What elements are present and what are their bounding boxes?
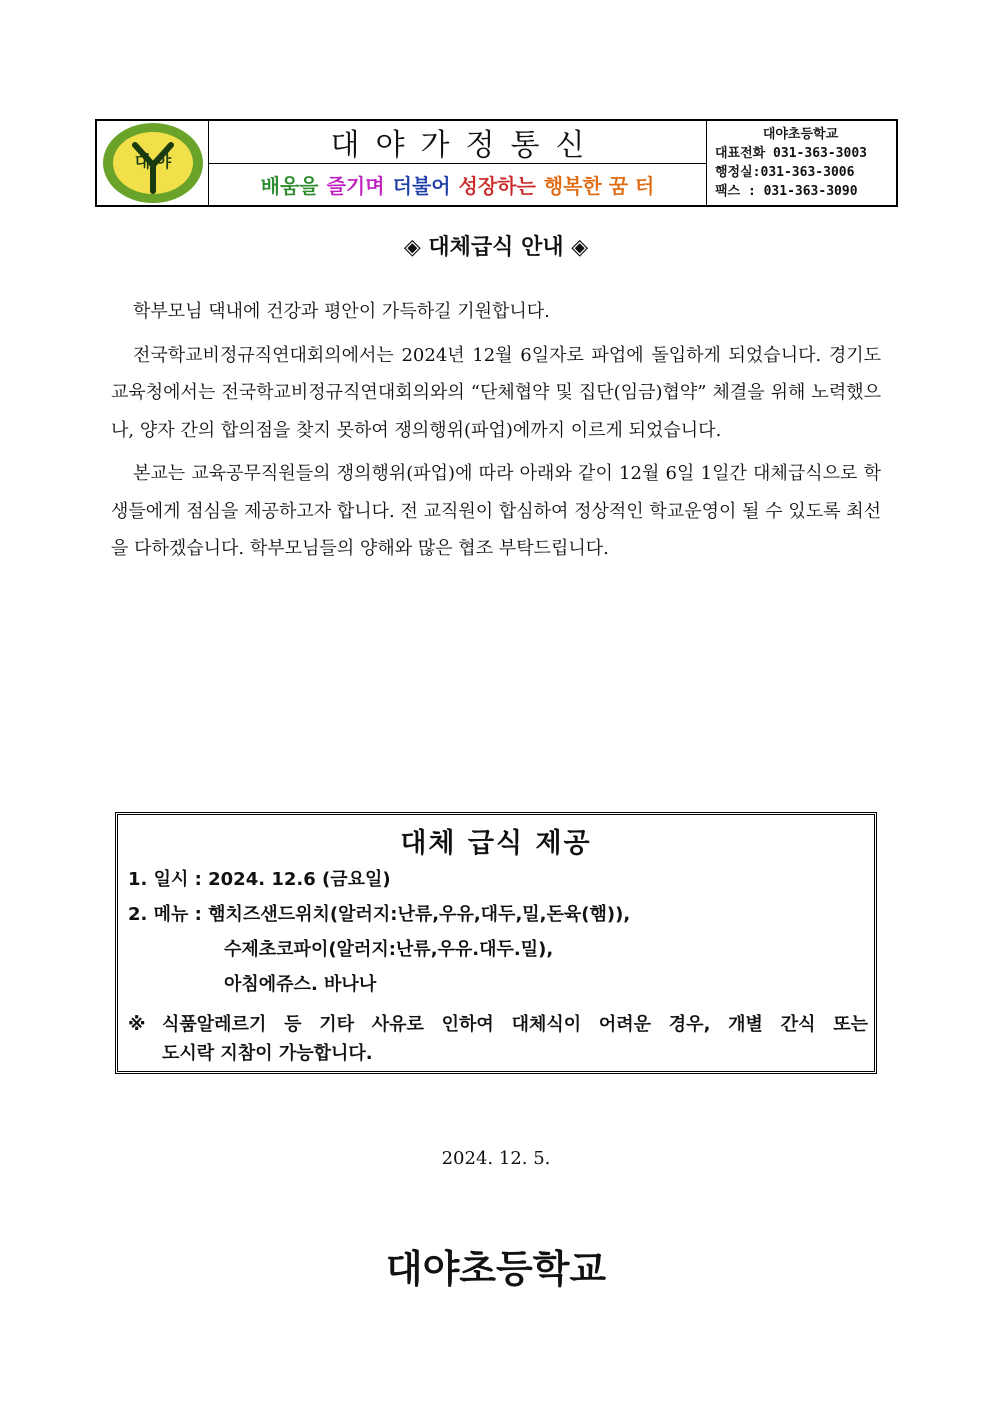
slogan-word-2: 더불어	[392, 174, 451, 198]
slogan-word-1: 즐기며	[326, 174, 385, 198]
paragraph-substitute-meal: 본교는 교육공무직원들의 쟁의행위(파업)에 따라 아래와 같이 12월 6일 1일간 대체급식으로 학생들에게 점심을 제공하고자 합니다. 전 교직원이 합심하여 정상적인 학교운영이 될 수 있도록 최선을 다하겠습니다. 학부모님들의 양해와 많은 협조 부탁드립니다.	[111, 463, 881, 559]
slogan-word-3: 성장하는	[458, 174, 536, 198]
meal-menu-line-2: 수제초코파이(알러지:난류,우유.대두.밀),	[224, 939, 554, 960]
note-mark: ※	[128, 1014, 146, 1035]
notice-body	[111, 293, 881, 574]
main-phone: 대표전화 031-363-3003	[715, 146, 867, 161]
meal-box-title: 대체 급식 제공	[400, 828, 592, 859]
paragraph-strike-info: 전국학교비정규직연대회의에서는 2024년 12월 6일자로 파업에 돌입하게 되었습니다. 경기도교육청에서는 전국학교비정규직연대회의와의 “단체협약 및 집단(임금)협약” 체결을 위해 노력했으나, 양자 간의 합의점을 찾지 못하여 쟁의행위(파업)에까지 이르게 되었습니다.	[111, 344, 881, 441]
school-slogan	[209, 164, 706, 205]
fax-number: 팩스 : 031-363-3090	[715, 184, 858, 199]
logo-text: 대 야	[134, 152, 171, 171]
admin-phone: 행정실:031-363-3006	[715, 165, 855, 180]
slogan-word-0: 배움을	[260, 174, 319, 198]
contact-info	[707, 121, 896, 205]
letterhead	[95, 119, 898, 207]
paragraph-greeting: 학부모님 댁내에 건강과 평안이 가득하길 기원합니다.	[133, 301, 550, 322]
meal-menu-line-3: 아침에쥬스. 바나나	[224, 974, 377, 995]
title-cell	[209, 121, 707, 205]
meal-menu-line-1: 2. 메뉴 : 햄치즈샌드위치(알러지:난류,우유,대두,밀,돈육(햄)),	[128, 904, 631, 925]
school-logo-icon	[101, 121, 205, 205]
notice-heading: ◈ 대체급식 안내 ◈	[403, 235, 589, 260]
meal-info-box	[115, 812, 877, 1074]
allergy-note-line-2: 도시락 지참이 가능합니다.	[162, 1043, 373, 1064]
school-signature: 대야초등학교	[385, 1247, 607, 1291]
newsletter-title: 대야가정통신	[209, 121, 706, 164]
issue-date: 2024. 12. 5.	[441, 1148, 551, 1169]
allergy-note-line-1: 식품알레르기 등 기타 사유로 인하여 대체식이 어려운 경우, 개별 간식 또는	[162, 1014, 868, 1035]
slogan-word-4: 행복한 꿈 터	[543, 174, 655, 198]
school-logo-cell	[97, 121, 209, 205]
meal-date: 1. 일시 : 2024. 12.6 (금요일)	[128, 869, 391, 890]
contact-school-name: 대야초등학교	[762, 127, 839, 142]
allergy-note	[128, 1010, 868, 1068]
